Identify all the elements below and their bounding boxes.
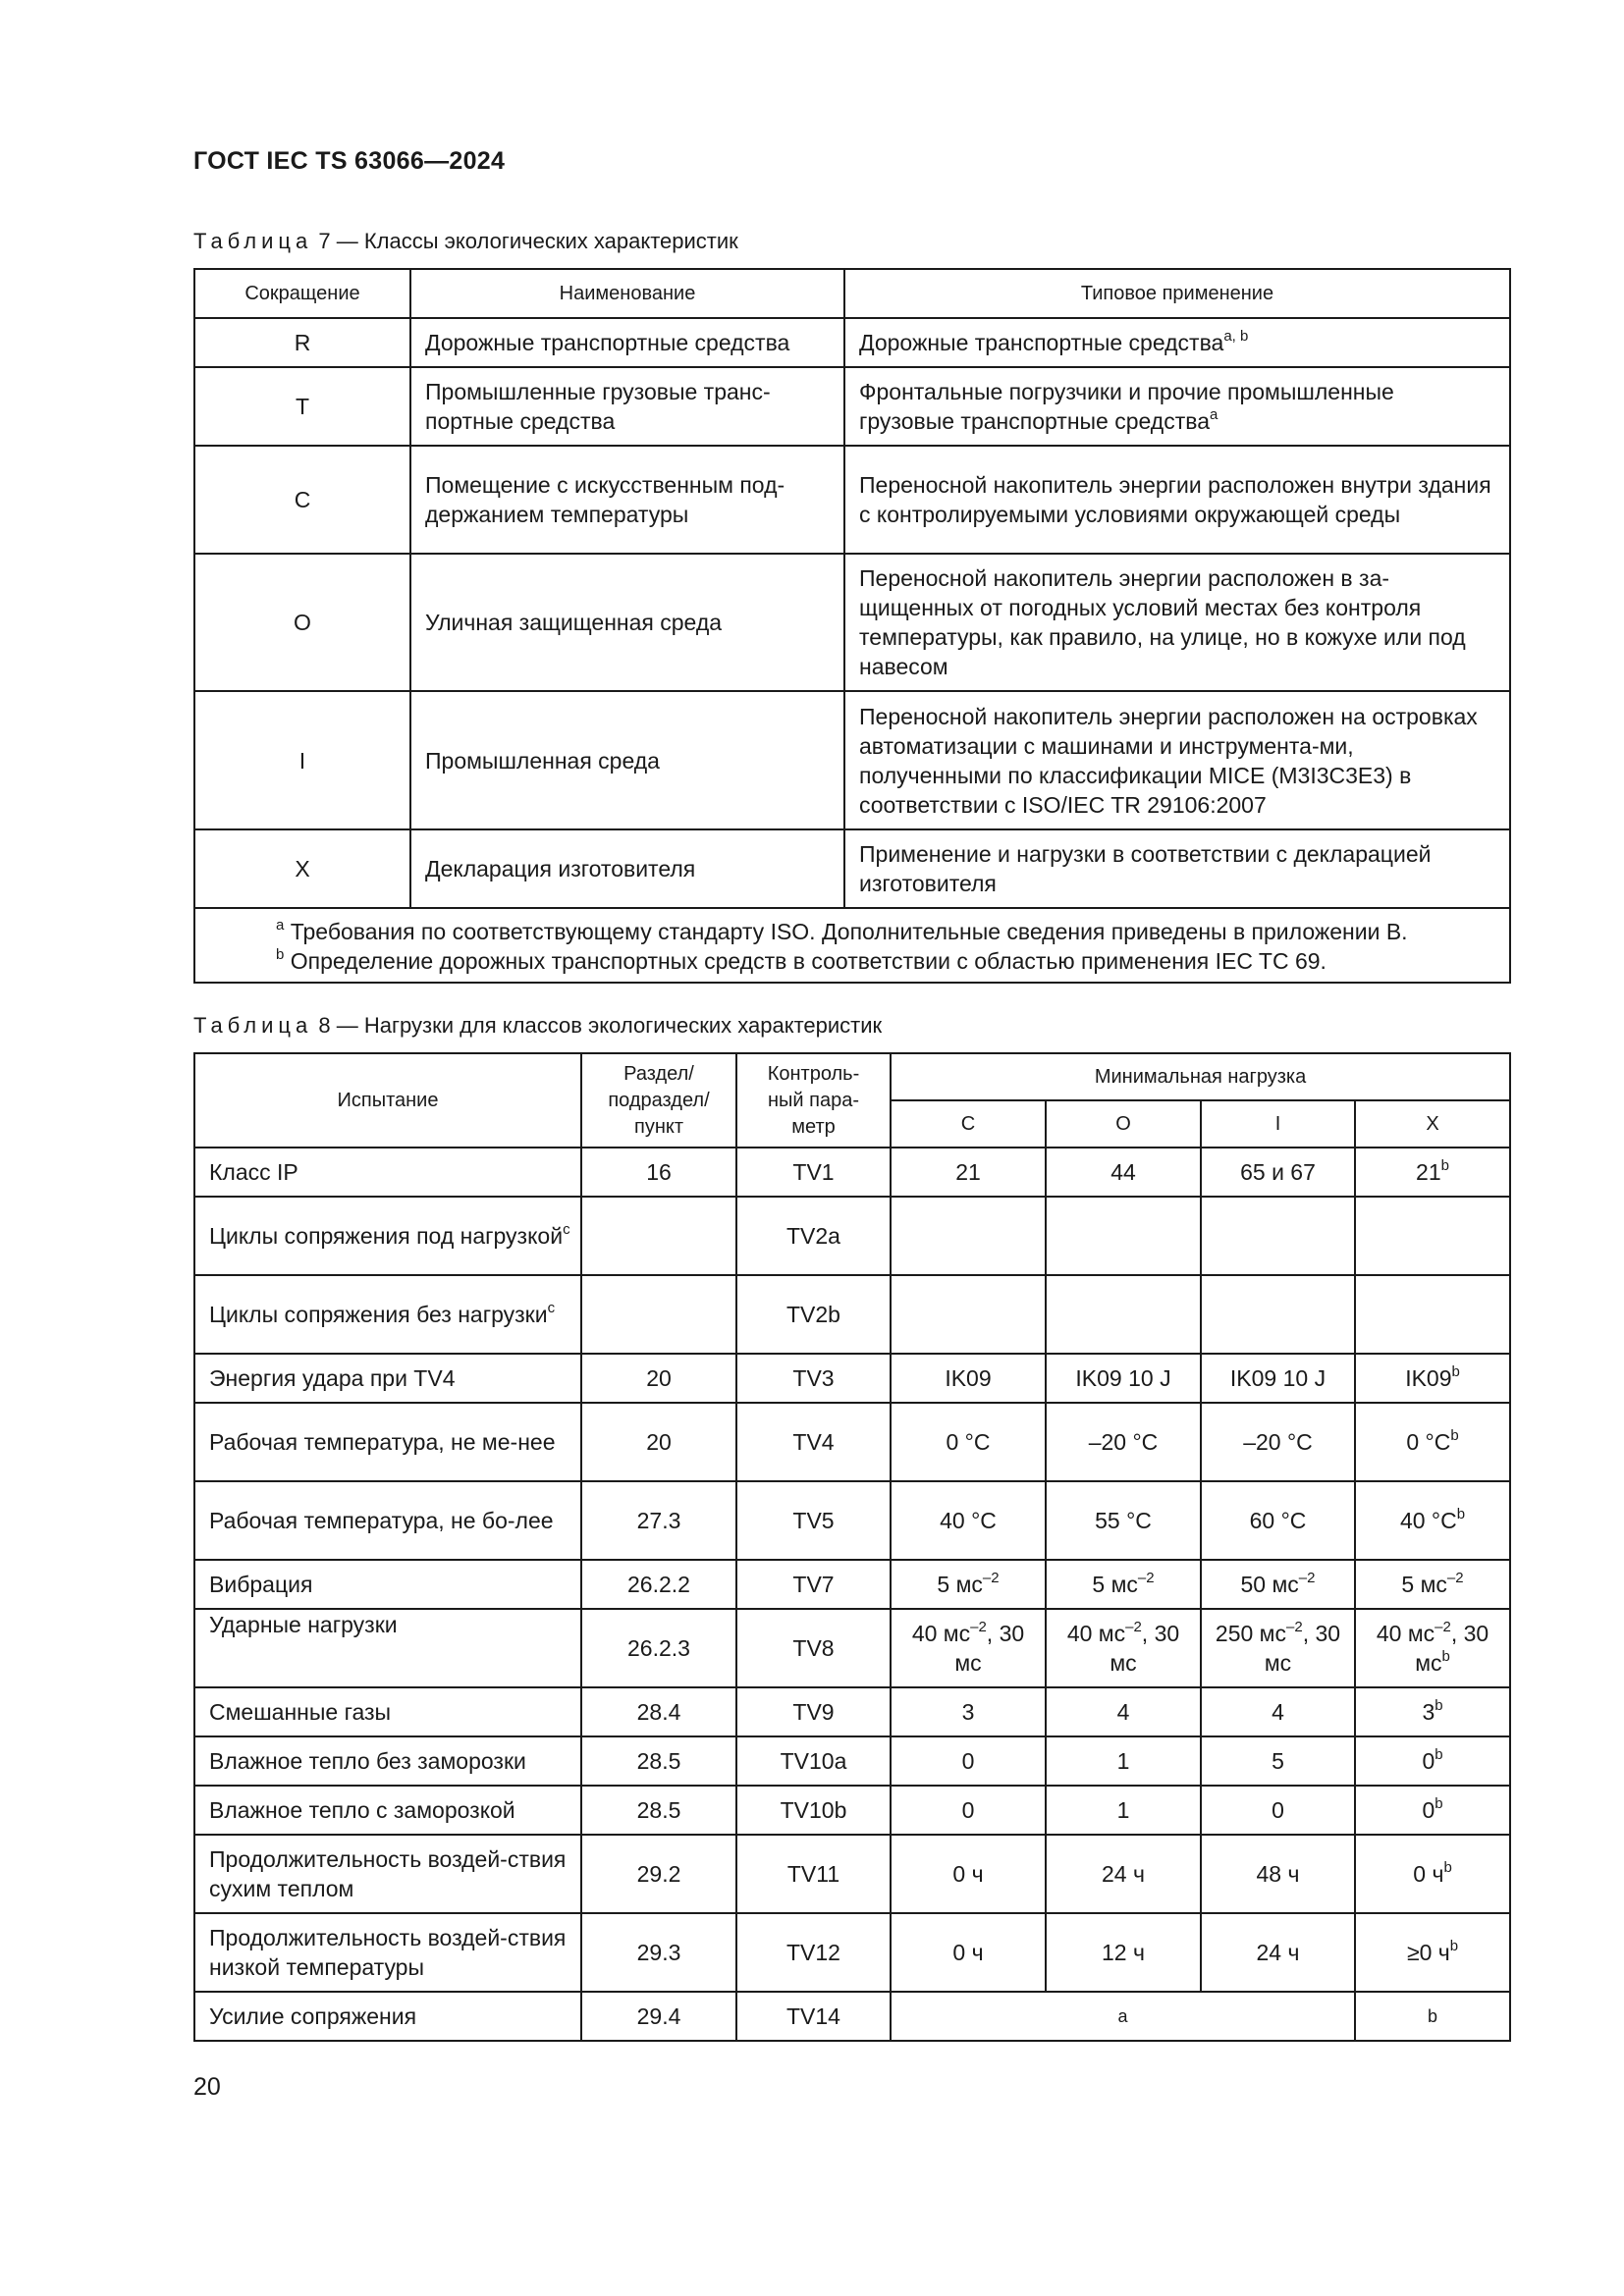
class-c-cell: 0 °C bbox=[891, 1403, 1046, 1481]
footnote-mark: b bbox=[1450, 1427, 1459, 1444]
table-row bbox=[194, 1354, 1510, 1403]
footnote-mark: b bbox=[1435, 1746, 1443, 1763]
table7-name-cell: Промышленная среда bbox=[410, 691, 844, 829]
table7-abbr-cell: I bbox=[194, 691, 410, 829]
footnote-mark: b bbox=[1441, 1648, 1450, 1665]
class-o-cell: 12 ч bbox=[1046, 1913, 1201, 1992]
table7-header-abbr: Сокращение bbox=[194, 269, 410, 318]
table7-name-cell: Помещение с искусственным под-держанием температуры bbox=[410, 446, 844, 554]
test-cell bbox=[194, 1197, 581, 1275]
table8-header-row bbox=[194, 1053, 1510, 1100]
table7 bbox=[193, 268, 1511, 984]
footnote-mark: a, b bbox=[1223, 328, 1249, 345]
exponent: –2 bbox=[1435, 1619, 1451, 1635]
cell-value: 0 bbox=[1422, 1748, 1435, 1774]
param-cell: TV11 bbox=[736, 1835, 891, 1913]
cell-value: 0 bbox=[1422, 1797, 1435, 1823]
class-i-cell bbox=[1201, 1609, 1355, 1687]
table7-use-cell bbox=[844, 318, 1510, 367]
table7-name-cell: Уличная защищенная среда bbox=[410, 554, 844, 691]
table7-use-cell: Применение и нагрузки в соответствии с декларацией изготовителя bbox=[844, 829, 1510, 908]
table-row bbox=[194, 1148, 1510, 1197]
test-cell: Рабочая температура, не бо-лее bbox=[194, 1481, 581, 1560]
table8-header-min-load: Минимальная нагрузка bbox=[891, 1053, 1510, 1100]
table-row bbox=[194, 691, 1510, 829]
document-title: ГОСТ IEC TS 63066—2024 bbox=[193, 147, 506, 175]
cell-value: IK09 bbox=[1405, 1365, 1452, 1391]
test-cell bbox=[194, 1275, 581, 1354]
table-row bbox=[194, 318, 1510, 367]
section-cell: 29.4 bbox=[581, 1992, 736, 2041]
footnote-mark: b bbox=[1440, 1157, 1449, 1174]
param-cell: TV10b bbox=[736, 1786, 891, 1835]
cell-value: 40 мс bbox=[1066, 1621, 1126, 1646]
table7-header-name: Наименование bbox=[410, 269, 844, 318]
table7-caption-word: Таблица bbox=[193, 229, 313, 253]
param-cell: TV5 bbox=[736, 1481, 891, 1560]
param-cell: TV2a bbox=[736, 1197, 891, 1275]
exponent: –2 bbox=[1298, 1570, 1316, 1586]
footnote-mark: b bbox=[276, 946, 285, 963]
test-cell: Продолжительность воздей-ствия сухим теплом bbox=[194, 1835, 581, 1913]
table-row bbox=[194, 1736, 1510, 1786]
table8-header-section: Раздел/ подраздел/ пункт bbox=[581, 1053, 736, 1148]
cell-value: ≥0 ч bbox=[1406, 1940, 1450, 1965]
cell-value: Циклы сопряжения без нагрузки bbox=[209, 1302, 548, 1327]
table8-caption-text: 8 — Нагрузки для классов экологических характеристик bbox=[318, 1013, 883, 1038]
table-row bbox=[194, 446, 1510, 554]
table7-use-cell bbox=[844, 367, 1510, 446]
class-x-cell bbox=[1355, 1609, 1510, 1687]
class-c-cell: IK09 bbox=[891, 1354, 1046, 1403]
section-cell bbox=[581, 1197, 736, 1275]
table-row bbox=[194, 829, 1510, 908]
footnote-mark: b bbox=[1435, 1795, 1443, 1812]
test-cell: Влажное тепло с заморозкой bbox=[194, 1786, 581, 1835]
footnote-mark: c bbox=[563, 1221, 570, 1238]
cell-value: 0 ч bbox=[1413, 1861, 1444, 1887]
table7-abbr-cell: O bbox=[194, 554, 410, 691]
exponent: –2 bbox=[1286, 1619, 1303, 1635]
table7-footnotes-row bbox=[194, 908, 1510, 983]
class-x-cell bbox=[1355, 1481, 1510, 1560]
table8-header-test: Испытание bbox=[194, 1053, 581, 1148]
param-cell: TV2b bbox=[736, 1275, 891, 1354]
table8-header-param: Контроль-ный пара-метр bbox=[736, 1053, 891, 1148]
cell-value: 21 bbox=[1416, 1159, 1441, 1185]
table7-header-row bbox=[194, 269, 1510, 318]
table7-caption bbox=[193, 229, 738, 254]
test-cell: Ударные нагрузки bbox=[194, 1609, 581, 1687]
section-cell: 26.2.2 bbox=[581, 1560, 736, 1609]
class-o-cell: 1 bbox=[1046, 1786, 1201, 1835]
cell-value: Циклы сопряжения под нагрузкой bbox=[209, 1223, 564, 1249]
cell-value: 0 °C bbox=[1406, 1429, 1451, 1455]
section-cell bbox=[581, 1275, 736, 1354]
section-cell: 28.4 bbox=[581, 1687, 736, 1736]
param-cell: TV14 bbox=[736, 1992, 891, 2041]
class-x-cell bbox=[1355, 1403, 1510, 1481]
test-cell: Класс IP bbox=[194, 1148, 581, 1197]
class-x-cell bbox=[1355, 1354, 1510, 1403]
cell-value: 40 мс bbox=[911, 1621, 971, 1646]
footnote-mark: a bbox=[1210, 406, 1218, 423]
class-x-cell bbox=[1355, 1148, 1510, 1197]
section-cell: 26.2.3 bbox=[581, 1609, 736, 1687]
table8-caption-word: Таблица bbox=[193, 1013, 313, 1038]
test-cell: Рабочая температура, не ме-нее bbox=[194, 1403, 581, 1481]
class-x-cell bbox=[1355, 1197, 1510, 1275]
class-i-cell: 24 ч bbox=[1201, 1913, 1355, 1992]
class-o-cell bbox=[1046, 1560, 1201, 1609]
class-o-cell: 24 ч bbox=[1046, 1835, 1201, 1913]
table7-caption-text: 7 — Классы экологических характеристик bbox=[318, 229, 738, 253]
class-o-cell bbox=[1046, 1609, 1201, 1687]
class-x-cell bbox=[1355, 1835, 1510, 1913]
cell-value-tail: , 30 мс bbox=[954, 1621, 1025, 1676]
footnote-mark: b bbox=[1456, 1506, 1466, 1522]
table-row bbox=[194, 1609, 1510, 1687]
cell-value-tail: , 30 мс bbox=[1415, 1621, 1489, 1676]
section-cell: 20 bbox=[581, 1354, 736, 1403]
class-o-cell: 55 °C bbox=[1046, 1481, 1201, 1560]
cell-value: 40 мс bbox=[1376, 1621, 1435, 1646]
class-c-cell: 0 bbox=[891, 1736, 1046, 1786]
table-row bbox=[194, 1197, 1510, 1275]
class-c-cell: 0 bbox=[891, 1786, 1046, 1835]
cell-value: 3 bbox=[1422, 1699, 1435, 1725]
table8-header-class-o: O bbox=[1046, 1100, 1201, 1148]
page-number: 20 bbox=[193, 2073, 221, 2101]
class-c-cell bbox=[891, 1275, 1046, 1354]
exponent: –2 bbox=[1446, 1570, 1464, 1586]
footnote-mark: a bbox=[276, 917, 285, 934]
footnote-text: Требования по соответствующему стандарту ISO. Дополнительные сведения приведены в приложении B. bbox=[290, 919, 1408, 944]
table-row bbox=[194, 1835, 1510, 1913]
class-i-cell: 0 bbox=[1201, 1786, 1355, 1835]
class-c-cell bbox=[891, 1609, 1046, 1687]
cell-value: 250 мс bbox=[1215, 1621, 1286, 1646]
exponent: –2 bbox=[1125, 1619, 1142, 1635]
class-o-cell bbox=[1046, 1197, 1201, 1275]
table-row bbox=[194, 1403, 1510, 1481]
class-i-cell bbox=[1201, 1560, 1355, 1609]
table8-caption bbox=[193, 1013, 882, 1039]
class-i-cell bbox=[1201, 1197, 1355, 1275]
class-i-cell: 48 ч bbox=[1201, 1835, 1355, 1913]
test-cell: Влажное тепло без заморозки bbox=[194, 1736, 581, 1786]
footnote-mark: b bbox=[1435, 1697, 1443, 1714]
section-cell: 16 bbox=[581, 1148, 736, 1197]
exponent: –2 bbox=[1137, 1570, 1155, 1586]
class-x-cell bbox=[1355, 1913, 1510, 1992]
class-o-cell: 4 bbox=[1046, 1687, 1201, 1736]
table8-header-class-c: C bbox=[891, 1100, 1046, 1148]
class-o-cell: 44 bbox=[1046, 1148, 1201, 1197]
class-c-cell: 0 ч bbox=[891, 1913, 1046, 1992]
class-c-cell: 21 bbox=[891, 1148, 1046, 1197]
class-o-cell: 1 bbox=[1046, 1736, 1201, 1786]
exponent: –2 bbox=[982, 1570, 1000, 1586]
class-c-cell: 40 °C bbox=[891, 1481, 1046, 1560]
class-o-cell bbox=[1046, 1275, 1201, 1354]
class-x-cell bbox=[1355, 1736, 1510, 1786]
test-cell: Вибрация bbox=[194, 1560, 581, 1609]
table-row bbox=[194, 1786, 1510, 1835]
class-o-cell: IK09 10 J bbox=[1046, 1354, 1201, 1403]
footnote-b bbox=[276, 946, 1495, 976]
class-c-cell bbox=[891, 1560, 1046, 1609]
footnote-mark: b bbox=[1449, 1938, 1459, 1954]
section-cell: 28.5 bbox=[581, 1736, 736, 1786]
section-cell: 29.3 bbox=[581, 1913, 736, 1992]
table7-name-cell: Дорожные транспортные средства bbox=[410, 318, 844, 367]
class-o-cell: –20 °C bbox=[1046, 1403, 1201, 1481]
param-cell: TV12 bbox=[736, 1913, 891, 1992]
table-row bbox=[194, 367, 1510, 446]
table7-abbr-cell: X bbox=[194, 829, 410, 908]
table7-use-text: Дорожные транспортные средства bbox=[859, 330, 1224, 355]
table7-use-cell: Переносной накопитель энергии расположен внутри здания с контролируемыми условиями окружающей среды bbox=[844, 446, 1510, 554]
cell-value: 5 мс bbox=[1401, 1572, 1447, 1597]
test-cell: Усилие сопряжения bbox=[194, 1992, 581, 2041]
footnote-mark: c bbox=[547, 1300, 556, 1316]
footnote-a bbox=[276, 917, 1495, 946]
merged-coi-cell: a bbox=[891, 1992, 1355, 2041]
footnote-mark: b bbox=[1451, 1363, 1460, 1380]
exponent: –2 bbox=[970, 1619, 987, 1635]
param-cell: TV7 bbox=[736, 1560, 891, 1609]
param-cell: TV3 bbox=[736, 1354, 891, 1403]
table8 bbox=[193, 1052, 1511, 2042]
table-row bbox=[194, 554, 1510, 691]
class-c-cell bbox=[891, 1197, 1046, 1275]
param-cell: TV4 bbox=[736, 1403, 891, 1481]
param-cell: TV10a bbox=[736, 1736, 891, 1786]
cell-value: 40 °C bbox=[1399, 1508, 1457, 1533]
class-i-cell: 5 bbox=[1201, 1736, 1355, 1786]
cell-value: 5 мс bbox=[1092, 1572, 1138, 1597]
table7-name-cell: Промышленные грузовые транс-портные средства bbox=[410, 367, 844, 446]
param-cell: TV1 bbox=[736, 1148, 891, 1197]
param-cell: TV9 bbox=[736, 1687, 891, 1736]
cell-value: 50 мс bbox=[1240, 1572, 1299, 1597]
test-cell: Смешанные газы bbox=[194, 1687, 581, 1736]
class-i-cell bbox=[1201, 1275, 1355, 1354]
class-i-cell: –20 °C bbox=[1201, 1403, 1355, 1481]
section-cell: 29.2 bbox=[581, 1835, 736, 1913]
table7-header-use: Типовое применение bbox=[844, 269, 1510, 318]
class-c-cell: 0 ч bbox=[891, 1835, 1046, 1913]
table-row bbox=[194, 1560, 1510, 1609]
table7-name-cell: Декларация изготовителя bbox=[410, 829, 844, 908]
table7-abbr-cell: T bbox=[194, 367, 410, 446]
footnote-text: Определение дорожных транспортных средств в соответствии с областью применения IEC TC 69. bbox=[290, 948, 1326, 974]
class-i-cell: 60 °C bbox=[1201, 1481, 1355, 1560]
class-i-cell: 4 bbox=[1201, 1687, 1355, 1736]
class-i-cell: IK09 10 J bbox=[1201, 1354, 1355, 1403]
table-row bbox=[194, 1992, 1510, 2041]
class-x-cell bbox=[1355, 1560, 1510, 1609]
table7-footnotes bbox=[194, 908, 1510, 983]
param-cell: TV8 bbox=[736, 1609, 891, 1687]
table7-abbr-cell: C bbox=[194, 446, 410, 554]
class-i-cell: 65 и 67 bbox=[1201, 1148, 1355, 1197]
section-cell: 28.5 bbox=[581, 1786, 736, 1835]
section-cell: 20 bbox=[581, 1403, 736, 1481]
table-row bbox=[194, 1275, 1510, 1354]
cell-value-tail: , 30 мс bbox=[1264, 1621, 1341, 1676]
table8-header-class-x: X bbox=[1355, 1100, 1510, 1148]
table-row bbox=[194, 1687, 1510, 1736]
table7-use-cell: Переносной накопитель энергии расположен на островках автоматизации с машинами и инструмента-ми, полученными по классификации MICE (M3I3C3E3) в соответствии с ISO/IEC TR 29106:2007 bbox=[844, 691, 1510, 829]
table7-abbr-cell: R bbox=[194, 318, 410, 367]
class-c-cell: 3 bbox=[891, 1687, 1046, 1736]
cell-value: 5 мс bbox=[937, 1572, 983, 1597]
cell-value-tail: , 30 мс bbox=[1110, 1621, 1180, 1676]
table7-use-cell: Переносной накопитель энергии расположен в за-щищенных от погодных условий местах без контроля температуры, как правило, на улице, но в кожухе или под навесом bbox=[844, 554, 1510, 691]
table7-use-text: Фронтальные погрузчики и прочие промышленные грузовые транспортные средства bbox=[859, 379, 1394, 434]
table-row bbox=[194, 1913, 1510, 1992]
class-x-cell: b bbox=[1355, 1992, 1510, 2041]
class-x-cell bbox=[1355, 1786, 1510, 1835]
test-cell: Продолжительность воздей-ствия низкой температуры bbox=[194, 1913, 581, 1992]
section-cell: 27.3 bbox=[581, 1481, 736, 1560]
class-x-cell bbox=[1355, 1275, 1510, 1354]
test-cell: Энергия удара при TV4 bbox=[194, 1354, 581, 1403]
table8-header-class-i: I bbox=[1201, 1100, 1355, 1148]
footnote-mark: b bbox=[1443, 1859, 1452, 1876]
class-x-cell bbox=[1355, 1687, 1510, 1736]
table-row bbox=[194, 1481, 1510, 1560]
